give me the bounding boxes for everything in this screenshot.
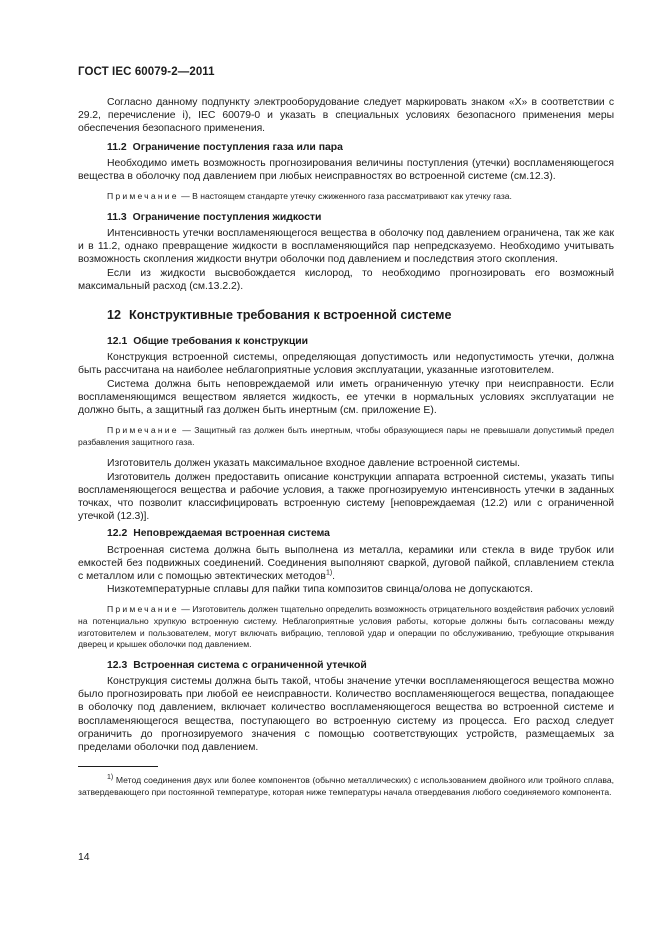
section-heading-11-3: [78, 211, 614, 224]
note-12-1: [78, 425, 614, 448]
section-title: Неповреждаемая встроенная система: [133, 528, 330, 540]
note-12-2: [78, 604, 614, 650]
section-title: Ограничение поступления жидкости: [132, 211, 322, 223]
note-text: — Изготовитель должен тщательно определить возможность отрицательного воздействия рабочих условий на потенциально хрупкую встроенную систему. Неблагоприятные условия работы, которые должны быть согласованы между изготовителем и пользователем, могут включать вибрацию, тепловой удар и операции по обслуживанию, требующие открывания дверец и крышек оболочки под давлением.: [78, 604, 614, 650]
note-label: Примечание: [107, 191, 179, 202]
paragraph-11-3-2: Если из жидкости высвобождается кислород, то необходимо прогнозировать его возможный максимальный расход (см.13.2.2).: [78, 267, 614, 292]
section-title: Ограничение поступления газа или пара: [132, 141, 343, 153]
note-11-2: [78, 191, 614, 203]
paragraph-12-2-1: [78, 544, 614, 584]
paragraph-11-3-1: Интенсивность утечки воспламеняющегося вещества в оболочку под давлением ограничена, так же как и в 11.2, однако превращение жидкости в воспламеняющийся пар непредсказуемо. Необходимо учитывать возможность скопления жидкости внутри оболочки под давлением и последствия этого скопления.: [78, 228, 614, 266]
note-text: — В настоящем стандарте утечку сжиженного газа рассматривают как утечку газа.: [178, 191, 512, 202]
section-heading-12-1: [78, 335, 614, 348]
footnote-mark: 1): [107, 774, 114, 782]
note-label: Примечание: [107, 425, 179, 436]
intro-paragraph: Согласно данному подпункту электрооборудование следует маркировать знаком «X» в соответствии с 29.2, перечисление i), IEC 60079-0 и указать в специальных условиях безопасного применения меры обеспечения безопасного применения.: [78, 97, 614, 135]
paragraph-end: .: [332, 571, 336, 583]
section-title: Общие требования к конструкции: [133, 336, 309, 348]
footnote-reference: 1): [325, 569, 333, 577]
chapter-number: 12: [107, 308, 122, 323]
paragraph-12-3-1: Конструкция системы должна быть такой, чтобы значение утечки воспламеняющегося вещества можно было прогнозировать при любой ее неисправности. Количество воспламеняющегося вещества, попадающее в оболочку под давлением, включает количество воспламеняющегося вещества во встроенной системе и воспламеняющегося вещества, поступающего во встроенную систему из процесса. Его расход следует ограничить до прогнозируемого значения с помощью соответствующих устройств, размещаемых за пределами оболочки под давлением.: [78, 676, 614, 754]
footnote-divider: [78, 766, 158, 767]
chapter-title: Конструктивные требования к встроенной системе: [129, 308, 452, 323]
note-label: Примечание: [107, 604, 179, 615]
paragraph-12-2-2: Низкотемпературные сплавы для пайки типа композитов свинца/олова не допускаются.: [107, 584, 534, 596]
section-heading-11-2: [78, 141, 614, 154]
section-heading-12-3: [78, 659, 614, 672]
paragraph-11-2-1: Необходимо иметь возможность прогнозирования величины поступления (утечки) воспламеняющегося вещества в оболочку под давлением при любых неисправностях во встроенной системе (см.12.3).: [78, 157, 614, 183]
section-heading-12-2: [78, 527, 614, 540]
section-number: 12.3: [107, 659, 128, 671]
section-number: 11.2: [107, 141, 127, 153]
section-number: 12.2: [107, 528, 128, 540]
document-header: ГОСТ IEC 60079-2—2011: [78, 66, 215, 78]
page-number: 14: [78, 852, 90, 863]
section-title: Встроенная система с ограниченной утечкой: [133, 659, 367, 671]
paragraph-12-1-2: Система должна быть неповреждаемой или иметь ограниченную утечку при неисправности. Если воспламеняющимся веществом является жидкость, ее утечки в нормальных условиях эксплуатации не должно быть, а защитный газ должен быть инертным (см. приложение Е).: [78, 378, 614, 417]
footnote: [78, 775, 614, 798]
paragraph-12-1-4: Изготовитель должен предоставить описание конструкции аппарата встроенной системы, указать типы воспламеняющегося вещества и рабочие условия, а также прогнозируемую интенсивность утечки в заданных точках, что позволит классифицировать встроенную систему [неповреждаемая (12.2) или с ограниченной утечкой (12.3)].: [78, 471, 614, 523]
paragraph-12-1-3: Изготовитель должен указать максимальное входное давление встроенной системы.: [107, 458, 521, 470]
section-number: 12.1: [107, 336, 128, 348]
note-text: — Защитный газ должен быть инертным, чтобы образующиеся пары не превышали допустимый предел разбавления защитного газа.: [78, 425, 614, 447]
paragraph-12-1-1: Конструкция встроенной системы, определяющая допустимость или недопустимость утечки, должна быть рассчитана на наиболее неблагоприятные условия эксплуатации, указанные изготовителем.: [78, 352, 614, 377]
footnote-text: Метод соединения двух или более компонентов (обычно металлических) с использованием двойного или тройного сплава, затвердевающего при постоянной температуре, которая ниже температуры начала отвердевания любого соединяемого компонента.: [78, 775, 614, 797]
page-content: [78, 96, 614, 798]
section-number: 11.3: [107, 211, 127, 223]
paragraph-text: Встроенная система должна быть выполнена из металла, керамики или стекла в виде трубок или емкостей без подвижных соединений. Соединения выполняют сваркой, дуговой пайкой, сплавлением стекла с металлом или с помощью эвтектических методов: [78, 544, 614, 583]
chapter-heading-12: [78, 308, 614, 323]
